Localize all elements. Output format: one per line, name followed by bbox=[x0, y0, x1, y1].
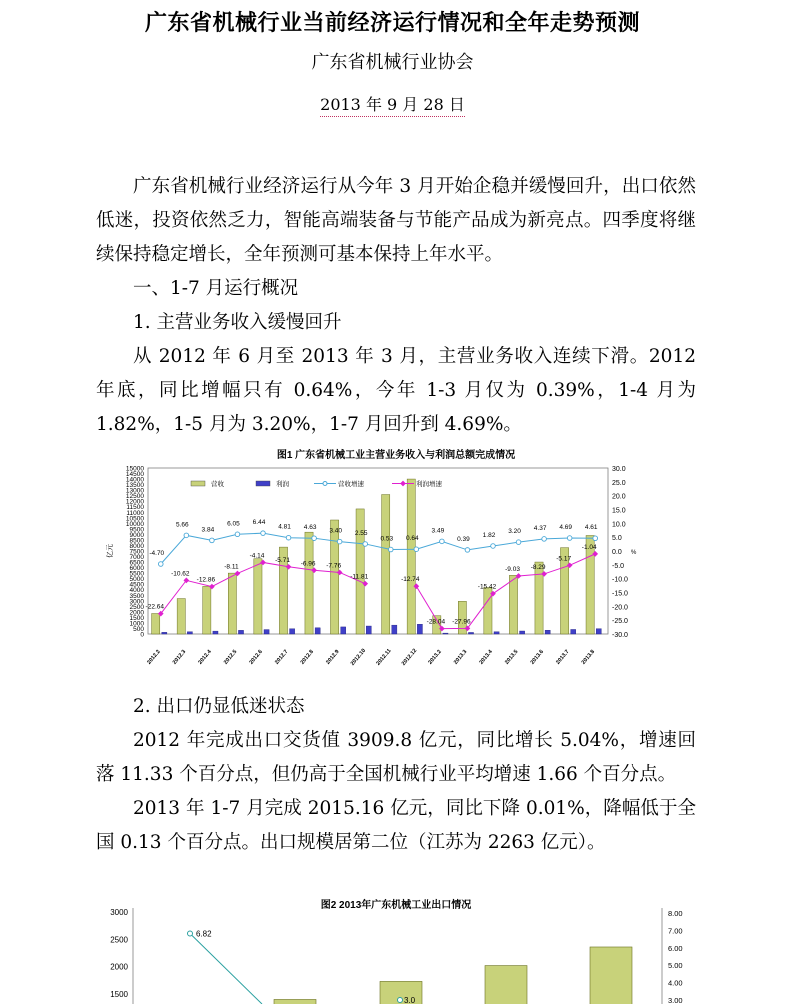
chart1-point-revenue-growth-16 bbox=[567, 536, 572, 541]
chart2-title: 图2 2013年广东机械工业出口情况 bbox=[320, 900, 472, 911]
chart1-label-profit-growth-12: -27.96 bbox=[452, 618, 471, 626]
chart1-y-tick-11: 5500 bbox=[129, 570, 144, 578]
chart2-bar-2 bbox=[485, 966, 527, 1004]
chart1-label-profit-growth-3: -8.11 bbox=[224, 563, 239, 571]
chart1-label-profit-growth-16: -5.17 bbox=[556, 555, 572, 563]
chart1-label-profit-growth-17: -1.04 bbox=[581, 543, 597, 551]
chart1-y-tick-9: 4500 bbox=[129, 581, 144, 589]
chart1-label-profit-growth-8: -11.81 bbox=[350, 573, 369, 581]
chart1-x-tick-3: 2012.5 bbox=[222, 648, 239, 666]
chart1-point-revenue-growth-15 bbox=[542, 537, 547, 542]
chart1-y-tick-12: 6000 bbox=[129, 565, 144, 573]
chart1-y2-tick-0: 30.0 bbox=[612, 466, 626, 473]
chart1-legend-label-profit-growth: 利润增速 bbox=[416, 481, 442, 488]
chart1-x-tick-2: 2012.4 bbox=[197, 648, 213, 666]
chart1-y-tick-28: 14000 bbox=[125, 476, 144, 484]
chart1-label-revenue-growth-10: 0.64 bbox=[406, 535, 419, 543]
chart1-x-tick-0: 2012.2 bbox=[146, 648, 162, 666]
chart2-y2-tick-4: 4.00 bbox=[668, 978, 683, 988]
chart1-bar-revenue-8 bbox=[356, 509, 364, 634]
chart1-label-profit-growth-10: -12.74 bbox=[401, 576, 420, 584]
chart1-y2-tick-5: 5.0 bbox=[612, 535, 622, 543]
chart2-y-tick-1: 2500 bbox=[110, 935, 128, 945]
chart1-bar-profit-6 bbox=[315, 628, 320, 634]
chart1-bar-revenue-0 bbox=[152, 614, 160, 634]
chart2-point-1 bbox=[398, 998, 403, 1003]
chart1-point-revenue-growth-17 bbox=[593, 536, 598, 541]
chart1-x-tick-8: 2012.10 bbox=[349, 647, 368, 667]
chart1-y-tick-23: 11500 bbox=[126, 504, 144, 512]
chart1-bar-revenue-4 bbox=[254, 559, 262, 634]
document-author: 广东省机械行业协会 bbox=[311, 52, 474, 73]
chart1-y-tick-20: 10000 bbox=[125, 520, 144, 528]
chart1-x-tick-4: 2012.6 bbox=[248, 648, 264, 666]
chart2-point-label-0: 6.82 bbox=[196, 929, 212, 939]
chart1-label-revenue-growth-3: 6.05 bbox=[227, 520, 240, 528]
chart1-label-profit-growth-11: -28.04 bbox=[426, 618, 446, 626]
chart1-y-tick-13: 6500 bbox=[129, 559, 144, 567]
subsection-1-paragraph: 从 2012 年 6 月至 2013 年 3 月，主营业务收入连续下滑。2012 年底，同比增幅只有 0.64%，今年 1-3 月仅为 0.39%，1-4 月为 1.82%，1-5 月为 3.20%，1-7 月回升到 4.69%。 bbox=[96, 346, 696, 435]
chart1-label-profit-growth-1: -10.62 bbox=[171, 570, 190, 578]
chart1-label-revenue-growth-13: 1.82 bbox=[482, 531, 496, 539]
chart1-legend-swatch-revenue bbox=[191, 481, 205, 486]
body-section-1 bbox=[96, 170, 696, 442]
chart1-x-tick-17: 2013.8 bbox=[580, 648, 597, 666]
chart1-legend-marker-profit-growth bbox=[400, 481, 406, 487]
chart1-label-revenue-growth-8: 2.55 bbox=[354, 529, 368, 537]
chart2-y-tick-2: 2000 bbox=[110, 962, 128, 972]
chart1-legend-marker-revenue-growth bbox=[323, 482, 327, 486]
subsection-2-paragraph-1: 2012 年完成出口交货值 3909.8 亿元，同比增长 5.04%，增速回落 11.33 个百分点，但仍高于全国机械行业平均增速 1.66 个百分点。 bbox=[96, 730, 696, 785]
subsection-2-heading: 2. 出口仍显低迷状态 bbox=[133, 696, 305, 717]
chart1-label-profit-growth-5: -5.71 bbox=[275, 556, 290, 564]
subsection-1-heading: 1. 主营业务收入缓慢回升 bbox=[133, 312, 342, 333]
chart1-bar-revenue-1 bbox=[177, 599, 185, 634]
chart1-point-revenue-growth-5 bbox=[286, 535, 291, 540]
chart1-legend-swatch-profit bbox=[256, 481, 270, 486]
chart1-x-tick-5: 2012.7 bbox=[274, 648, 290, 666]
chart1-y-tick-22: 11000 bbox=[126, 509, 144, 517]
chart1-label-revenue-growth-17: 4.61 bbox=[584, 524, 598, 532]
chart1-y-tick-2: 1000 bbox=[129, 620, 144, 628]
chart1-bar-profit-5 bbox=[290, 629, 295, 634]
chart1-y-tick-15: 7500 bbox=[129, 548, 144, 556]
figure-2-chart bbox=[96, 893, 696, 1004]
chart1-y-tick-25: 12500 bbox=[125, 493, 144, 501]
chart1-bar-revenue-3 bbox=[228, 573, 236, 634]
chart1-x-tick-16: 2013.7 bbox=[555, 648, 571, 666]
chart1-y-tick-3: 1500 bbox=[129, 614, 144, 622]
chart1-y-tick-6: 3000 bbox=[129, 598, 144, 606]
chart2-y-tick-0: 3000 bbox=[110, 908, 128, 917]
chart1-y-tick-8: 4000 bbox=[129, 587, 144, 595]
chart1-y2-tick-1: 25.0 bbox=[612, 479, 626, 487]
chart1-point-revenue-growth-4 bbox=[261, 531, 266, 536]
chart1-y-tick-1: 500 bbox=[133, 625, 144, 633]
chart1-bar-revenue-13 bbox=[484, 588, 492, 634]
chart1-label-revenue-growth-12: 0.39 bbox=[457, 535, 470, 543]
chart1-point-revenue-growth-1 bbox=[184, 533, 189, 538]
chart1-label-profit-growth-14: -9.03 bbox=[505, 565, 520, 573]
chart1-label-revenue-growth-6: 4.63 bbox=[303, 524, 317, 532]
chart1-y-tick-7: 3500 bbox=[129, 592, 144, 600]
chart1-y-tick-4: 2000 bbox=[129, 609, 144, 617]
chart1-label-revenue-growth-11: 3.49 bbox=[431, 527, 445, 535]
chart1-label-revenue-growth-9: 0.53 bbox=[380, 535, 394, 543]
chart1-bar-profit-3 bbox=[238, 630, 243, 634]
chart1-point-revenue-growth-7 bbox=[337, 539, 342, 544]
chart1-x-tick-14: 2013.5 bbox=[504, 648, 520, 666]
chart1-point-revenue-growth-0 bbox=[158, 562, 163, 567]
chart1-bar-revenue-9 bbox=[382, 495, 390, 634]
chart1-bar-profit-0 bbox=[162, 632, 167, 634]
document-title: 广东省机械行业当前经济运行情况和全年走势预测 bbox=[144, 10, 640, 36]
chart1-point-revenue-growth-3 bbox=[235, 532, 240, 537]
document-date bbox=[0, 92, 785, 115]
chart1-bar-revenue-6 bbox=[305, 532, 313, 634]
chart1-bar-profit-2 bbox=[213, 631, 218, 634]
chart1-bar-revenue-2 bbox=[203, 586, 211, 634]
chart1-label-profit-growth-15: -8.29 bbox=[530, 563, 546, 571]
chart2-y2-tick-5: 3.00 bbox=[668, 996, 683, 1004]
chart1-x-tick-1: 2012.3 bbox=[171, 648, 188, 666]
chart1-x-tick-11: 2013.2 bbox=[427, 648, 443, 666]
chart2-bar-3 bbox=[590, 947, 632, 1004]
chart1-y-tick-24: 12000 bbox=[125, 498, 144, 506]
chart1-y-tick-26: 13000 bbox=[125, 487, 144, 495]
figure-1-chart bbox=[96, 443, 696, 675]
body-section-2 bbox=[96, 690, 696, 860]
chart1-y2-tick-3: 15.0 bbox=[612, 507, 626, 515]
chart2-y2-tick-3: 5.00 bbox=[668, 961, 683, 971]
chart1-y2-tick-7: -5.0 bbox=[612, 562, 625, 570]
chart1-point-revenue-growth-11 bbox=[440, 539, 445, 544]
chart1-bar-profit-16 bbox=[571, 629, 576, 634]
chart1-y-tick-21: 10500 bbox=[125, 515, 144, 523]
chart1-bar-profit-12 bbox=[468, 632, 473, 634]
chart2-y2-tick-1: 7.00 bbox=[668, 926, 683, 936]
chart1-y-tick-18: 9000 bbox=[129, 531, 144, 539]
chart1-bar-profit-17 bbox=[596, 629, 601, 634]
chart1-bar-profit-14 bbox=[520, 631, 525, 634]
chart1-label-revenue-growth-0: -4.70 bbox=[149, 550, 165, 558]
chart1-bar-revenue-14 bbox=[509, 575, 517, 634]
chart1-y-tick-29: 14500 bbox=[125, 471, 144, 479]
chart1-y2-tick-4: 10.0 bbox=[612, 521, 626, 529]
chart2-y2-tick-0: 8.00 bbox=[668, 909, 683, 918]
chart2-bar-0 bbox=[274, 999, 316, 1004]
chart1-bar-profit-1 bbox=[187, 632, 192, 634]
chart1-label-revenue-growth-14: 3.20 bbox=[508, 528, 521, 536]
chart1-legend-label-revenue-growth: 营收增速 bbox=[338, 481, 364, 488]
chart1-y2-tick-8: -10.0 bbox=[612, 576, 628, 584]
chart1-bar-profit-8 bbox=[366, 626, 371, 634]
chart1-point-revenue-growth-9 bbox=[388, 547, 393, 552]
chart1-bar-profit-7 bbox=[341, 627, 346, 634]
summary-paragraph: 广东省机械行业经济运行从今年 3 月开始企稳并缓慢回升，出口依然低迷，投资依然乏力，智能高端装备与节能产品成为新亮点。四季度将继续保持稳定增长，全年预测可基本保持上年水平。 bbox=[96, 176, 696, 265]
chart2-y2-tick-2: 6.00 bbox=[668, 943, 683, 953]
chart1-y2-tick-10: -20.0 bbox=[612, 604, 628, 612]
chart1-y-axis-label: 亿元 bbox=[107, 544, 114, 558]
chart1-bar-profit-11 bbox=[443, 633, 448, 634]
chart2-point-0 bbox=[188, 931, 193, 936]
chart1-label-revenue-growth-2: 3.84 bbox=[201, 526, 215, 534]
chart1-point-revenue-growth-2 bbox=[210, 538, 215, 543]
chart1-x-tick-7: 2012.9 bbox=[325, 648, 341, 666]
chart1-label-profit-growth-2: -12.86 bbox=[196, 576, 216, 584]
chart1-y2-tick-6: 0.0 bbox=[612, 549, 622, 556]
chart1-label-profit-growth-4: -4.14 bbox=[249, 552, 265, 560]
date-text: 2013 年 9 月 28 日 bbox=[320, 95, 465, 117]
chart1-y-tick-27: 13500 bbox=[125, 482, 144, 490]
chart2-point-label-1: 3.0 bbox=[404, 996, 416, 1004]
chart1-point-revenue-growth-10 bbox=[414, 547, 419, 552]
chart1-point-revenue-growth-8 bbox=[363, 542, 368, 547]
chart1-bar-revenue-10 bbox=[407, 479, 415, 634]
chart1-x-tick-13: 2013.4 bbox=[478, 648, 494, 666]
chart1-label-profit-growth-6: -6.96 bbox=[300, 560, 316, 568]
chart1-x-tick-10: 2012.12 bbox=[400, 647, 419, 667]
chart1-label-profit-growth-7: -7.76 bbox=[326, 562, 342, 570]
chart1-y-tick-19: 9500 bbox=[129, 526, 144, 534]
chart1-y-tick-17: 8500 bbox=[129, 537, 144, 545]
chart1-x-tick-15: 2013.6 bbox=[529, 648, 546, 666]
chart1-label-revenue-growth-4: 6.44 bbox=[252, 519, 266, 527]
chart1-x-tick-12: 2013.3 bbox=[452, 648, 469, 666]
chart1-bar-revenue-7 bbox=[330, 520, 338, 634]
chart1-y-tick-14: 7000 bbox=[129, 554, 144, 562]
chart1-legend-label-profit: 利润 bbox=[276, 481, 289, 488]
chart1-y2-tick-11: -25.0 bbox=[612, 618, 628, 626]
chart1-label-revenue-growth-5: 4.81 bbox=[278, 523, 291, 531]
chart1-y2-tick-9: -15.0 bbox=[612, 590, 628, 598]
chart1-y-tick-10: 5000 bbox=[129, 576, 144, 584]
chart1-bar-profit-15 bbox=[545, 630, 550, 634]
chart1-y-tick-16: 8000 bbox=[129, 542, 144, 550]
chart1-y2-tick-12: -30.0 bbox=[612, 632, 628, 639]
chart1-bar-profit-10 bbox=[417, 624, 422, 634]
chart1-y-tick-0: 0 bbox=[140, 631, 144, 639]
chart1-y2-tick-2: 20.0 bbox=[612, 493, 626, 501]
section-1-heading: 一、1-7 月运行概况 bbox=[133, 278, 299, 299]
chart1-y-tick-5: 2500 bbox=[129, 603, 144, 611]
chart2-y-tick-3: 1500 bbox=[110, 990, 128, 999]
chart2-line bbox=[190, 934, 262, 1004]
chart1-line-revenue-growth bbox=[161, 533, 595, 564]
chart1-label-profit-growth-13: -15.42 bbox=[477, 583, 497, 591]
chart1-point-revenue-growth-14 bbox=[516, 540, 521, 545]
chart1-bar-profit-4 bbox=[264, 630, 269, 634]
chart1-bar-revenue-15 bbox=[535, 562, 543, 634]
chart1-point-revenue-growth-6 bbox=[312, 536, 317, 541]
chart1-x-tick-6: 2012.8 bbox=[299, 648, 316, 666]
chart1-x-tick-9: 2012.11 bbox=[375, 647, 393, 667]
chart1-title: 图1 广东省机械工业主营业务收入与利润总额完成情况 bbox=[276, 450, 516, 461]
chart1-label-revenue-growth-7: 3.40 bbox=[329, 527, 342, 535]
chart1-label-revenue-growth-1: 5.66 bbox=[176, 521, 189, 529]
chart1-label-revenue-growth-15: 4.37 bbox=[533, 524, 547, 532]
chart1-label-revenue-growth-16: 4.69 bbox=[559, 524, 572, 532]
chart1-y-tick-30: 15000 bbox=[125, 465, 144, 473]
chart1-y2-axis-label: % bbox=[631, 550, 637, 556]
chart1-label-profit-growth-0: -22.64 bbox=[145, 603, 164, 611]
chart1-bar-profit-9 bbox=[392, 625, 397, 634]
chart1-legend-label-revenue: 营收 bbox=[211, 481, 224, 488]
chart1-point-revenue-growth-13 bbox=[491, 544, 496, 549]
chart1-point-revenue-growth-12 bbox=[465, 548, 470, 553]
subsection-2-paragraph-2: 2013 年 1-7 月完成 2015.16 亿元，同比下降 0.01%，降幅低于全国 0.13 个百分点。出口规模居第二位（江苏为 2263 亿元）。 bbox=[96, 798, 696, 853]
chart1-bar-profit-13 bbox=[494, 632, 499, 634]
